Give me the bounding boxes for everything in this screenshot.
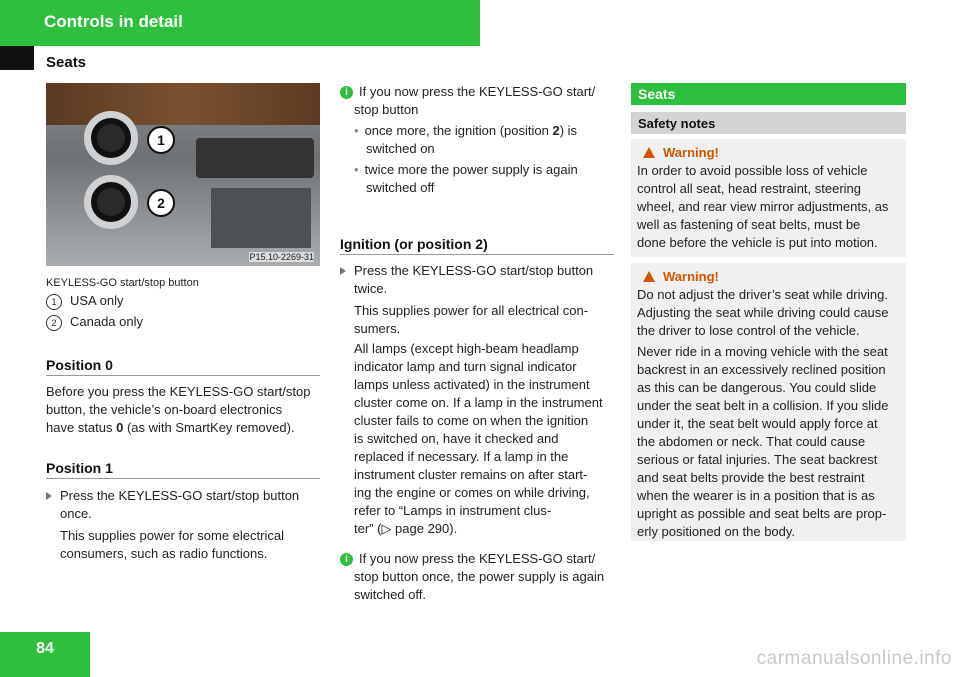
text-line: In order to avoid possible loss of vehicle — [637, 163, 868, 178]
callout-2-badge: 2 — [147, 189, 175, 217]
text-line: the abdomen or neck. That could cause — [637, 434, 866, 449]
text-fragment: once more, the ignition (position — [364, 123, 553, 138]
callout-1-badge: 1 — [147, 126, 175, 154]
text-line: lamps unless activated) in the instrument — [354, 377, 590, 392]
text-line: well as fastening of seat belts, must be — [637, 217, 861, 232]
figure-caption: KEYLESS-GO start/stop button — [46, 277, 199, 289]
step-line — [46, 487, 299, 505]
seats-section-title: Seats — [638, 86, 676, 102]
photo-code: P15.10-2269-31 — [249, 252, 314, 262]
text-fragment: If you now press the KEYLESS-GO start/ — [359, 84, 596, 99]
text-fragment: ) is — [559, 123, 578, 138]
info-note-2 — [340, 550, 620, 604]
text-line: ing the engine or comes on while driving, — [354, 485, 590, 500]
legend-text-1: USA only — [70, 293, 124, 308]
text-line: All lamps (except high-beam headlamp — [354, 341, 579, 356]
text-line: the driver to lose control of the vehicle. — [637, 323, 860, 338]
text-line: button, the vehicle’s on-board electronics — [46, 402, 283, 417]
text-line: Never ride in a moving vehicle with the seat — [637, 344, 888, 359]
legend-number-1: 1 — [46, 294, 62, 310]
text-line: sumers. — [354, 321, 401, 336]
text-line: under the seat belt in a collision. If you slide — [637, 398, 889, 413]
info-icon: i — [340, 553, 353, 566]
status-value: 0 — [116, 420, 124, 435]
warning-content-1 — [637, 144, 905, 252]
text-line: Before you press the KEYLESS-GO start/stop — [46, 384, 311, 399]
ignition-step — [340, 262, 620, 538]
text-line: refer to “Lamps in instrument clus- — [354, 503, 552, 518]
text-line: switched off. — [354, 587, 427, 602]
text-line — [46, 419, 310, 437]
text-line: when the wearer is in a position that is as — [637, 488, 875, 503]
text-line: wheel, and rear view mirror adjustments, as — [637, 199, 889, 214]
text-line: and seat belts provide the best restraint — [637, 470, 865, 485]
text-line: stop button once, the power supply is again — [354, 569, 605, 584]
legend-item-1 — [46, 292, 123, 310]
wood-trim — [46, 83, 320, 125]
warning-heading — [637, 144, 905, 162]
divider — [340, 254, 614, 255]
step-arrow-icon — [46, 492, 52, 500]
text-line: indicator lamp and turn signal indicator — [354, 359, 577, 374]
text-fragment: If you now press the KEYLESS-GO start/ — [359, 551, 596, 566]
text-line: is switched on, have it checked and — [354, 431, 559, 446]
air-vent — [196, 138, 314, 178]
bullet-icon: • — [354, 123, 359, 138]
center-console — [211, 188, 311, 248]
text-line: cluster come on. If a lamp in the instrument — [354, 395, 603, 410]
text-line: under it, the seat belt would apply force at — [637, 416, 878, 431]
text-fragment: have status — [46, 420, 117, 435]
position-1-step — [46, 487, 299, 563]
keyless-go-photo — [46, 83, 320, 266]
safety-notes-title: Safety notes — [638, 116, 716, 131]
warning-box-2 — [631, 263, 906, 541]
warning-heading — [637, 268, 905, 286]
bullet-item-2 — [340, 161, 620, 179]
header-marker — [0, 46, 34, 70]
text-line — [340, 83, 620, 101]
text-line: done before the vehicle is put into motion. — [637, 235, 878, 250]
bullet-item-1 — [340, 122, 620, 140]
step-line — [340, 262, 620, 280]
position-1-heading: Position 1 — [46, 460, 113, 476]
legend-text-2: Canada only — [70, 314, 143, 329]
warning-label: Warning! — [663, 145, 719, 160]
step-text: Press the KEYLESS-GO start/stop button — [60, 488, 300, 503]
legend-item-2 — [46, 313, 143, 331]
step-text: Press the KEYLESS-GO start/stop button — [354, 263, 594, 278]
step-arrow-icon — [340, 267, 346, 275]
bullet-icon: • — [354, 162, 359, 177]
text-fragment: (as with SmartKey removed). — [123, 420, 295, 435]
warning-content-2 — [637, 268, 905, 541]
text-line: switched off — [366, 180, 435, 195]
text-line: serious or fatal injuries. The seat backrest — [637, 452, 878, 467]
text-line: upright as possible and seat belts are prop- — [637, 506, 887, 521]
page-reference-link[interactable]: ter” (▷ page 290). — [354, 521, 458, 536]
position-0-text — [46, 383, 310, 437]
page-number: 84 — [36, 640, 54, 657]
keyless-button-callout — [84, 175, 138, 229]
divider — [46, 375, 320, 376]
legend-number-2: 2 — [46, 315, 62, 331]
text-line — [340, 550, 620, 568]
text-line: cluster fails to come on when the ignition — [354, 413, 589, 428]
text-line: Do not adjust the driver’s seat while driving. — [637, 287, 888, 302]
divider — [46, 478, 320, 479]
header-title: Controls in detail — [44, 12, 183, 31]
step-text: twice. — [354, 281, 388, 296]
text-line: This supplies power for some electrical — [60, 528, 284, 543]
text-line: Adjusting the seat while driving could cause — [637, 305, 889, 320]
seats-section-bar — [631, 83, 906, 105]
ignition-heading: Ignition (or position 2) — [340, 236, 488, 252]
warning-box-1 — [631, 139, 906, 257]
text-line: erly positioned on the body. — [637, 524, 796, 539]
text-line: backrest in an excessively reclined position — [637, 362, 886, 377]
position-0-heading: Position 0 — [46, 357, 113, 373]
text-fragment: twice more the power supply is again — [364, 162, 578, 177]
text-line: replaced if necessary. If a lamp in the — [354, 449, 569, 464]
text-line: stop button — [354, 102, 419, 117]
text-line: consumers, such as radio functions. — [60, 546, 268, 561]
step-text: once. — [60, 506, 92, 521]
warning-triangle-icon — [643, 147, 655, 158]
position-value: 2 — [552, 123, 560, 138]
section-title: Seats — [46, 54, 87, 71]
text-line: switched on — [366, 141, 435, 156]
text-line: control all seat, head restraint, steering — [637, 181, 862, 196]
safety-notes-bar — [631, 112, 906, 134]
text-line: This supplies power for all electrical con- — [354, 303, 589, 318]
start-stop-button-callout — [84, 111, 138, 165]
warning-label: Warning! — [663, 269, 719, 284]
warning-triangle-icon — [643, 271, 655, 282]
text-line: as this can be dangerous. You could slide — [637, 380, 877, 395]
text-line: instrument cluster remains on after start- — [354, 467, 588, 482]
info-icon: i — [340, 86, 353, 99]
info-note-1 — [340, 83, 620, 197]
watermark: carmanualsonline.info — [756, 648, 952, 669]
